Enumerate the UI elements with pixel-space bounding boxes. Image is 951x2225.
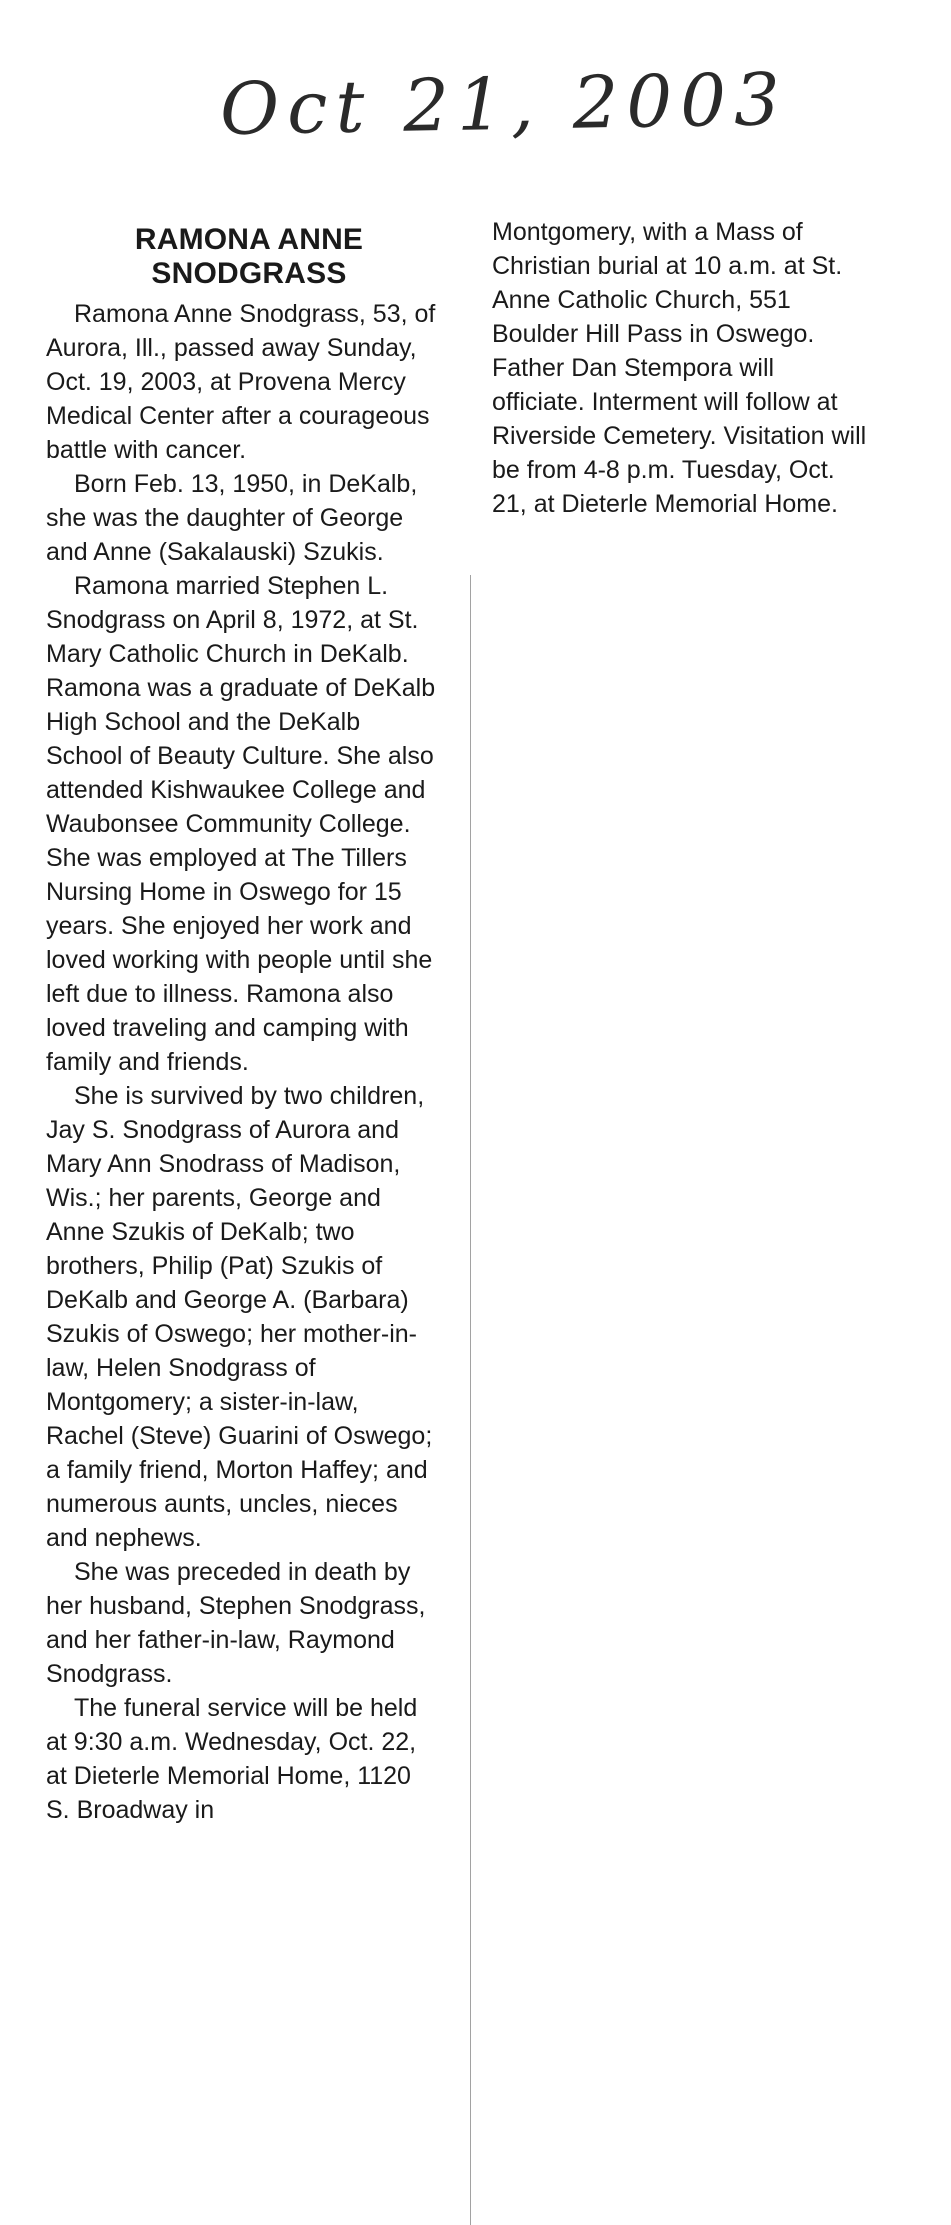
obituary-right-column xyxy=(492,215,872,521)
column-divider xyxy=(470,575,471,2225)
paragraph-funeral-continued: Montgomery, with a Mass of Christian burial at 10 a.m. at St. Anne Catholic Church, 551 Boulder Hill Pass in Oswego. Father Dan Stempora will officiate. Interment will follow at Riverside Cemetery. Visitation will be from 4-8 p.m. Tuesday, Oct. 21, at Dieterle Memorial Home. xyxy=(492,218,867,518)
obituary-left-column xyxy=(38,215,438,1827)
paragraph-funeral: The funeral service will be held at 9:30 a.m. Wednesday, Oct. 22, at Dieterle Memorial Home, 1120 S. Broadway in xyxy=(46,1694,418,1824)
paragraph-life: Ramona married Stephen L. Snodgrass on April 8, 1972, at St. Mary Catholic Church in DeKalb. Ramona was a graduate of DeKalb High School and the DeKalb School of Beauty Culture. She also attended Kishwaukee College and Waubonsee Community College. She was employed at The Tillers Nursing Home in Oswego for 15 years. She enjoyed her work and loved working with people until she left due to illness. Ramona also loved traveling and camping with family and friends. xyxy=(46,572,436,1076)
handwritten-date: Oct 21, 2003 xyxy=(219,57,789,151)
paragraph-survivors: She is survived by two children, Jay S. Snodgrass of Aurora and Mary Ann Snodrass of Madison, Wis.; her parents, George and Anne Szukis of DeKalb; two brothers, Philip (Pat) Szukis of DeKalb and George A. (Barbara) Szukis of Oswego; her mother-in-law, Helen Snodgrass of Montgomery; a sister-in-law, Rachel (Steve) Guarini of Oswego; a family friend, Morton Haffey; and numerous aunts, uncles, nieces and nephews. xyxy=(46,1082,433,1552)
obituary-headline xyxy=(38,223,438,291)
headline-line-1: RAMONA ANNE xyxy=(134,223,364,256)
obituary-clipping xyxy=(38,215,878,2035)
paragraph-preceded: She was preceded in death by her husband, Stephen Snodgrass, and her father-in-law, Raymond Snodgrass. xyxy=(46,1558,426,1688)
paragraph-death-notice: Ramona Anne Snodgrass, 53, of Aurora, Ill., passed away Sunday, Oct. 19, 2003, at Provena Mercy Medical Center after a courageous battle with cancer. xyxy=(46,300,436,464)
headline-line-2: SNODGRASS xyxy=(151,257,347,290)
paragraph-birth: Born Feb. 13, 1950, in DeKalb, she was the daughter of George and Anne (Sakalauski) Szukis. xyxy=(46,470,418,566)
